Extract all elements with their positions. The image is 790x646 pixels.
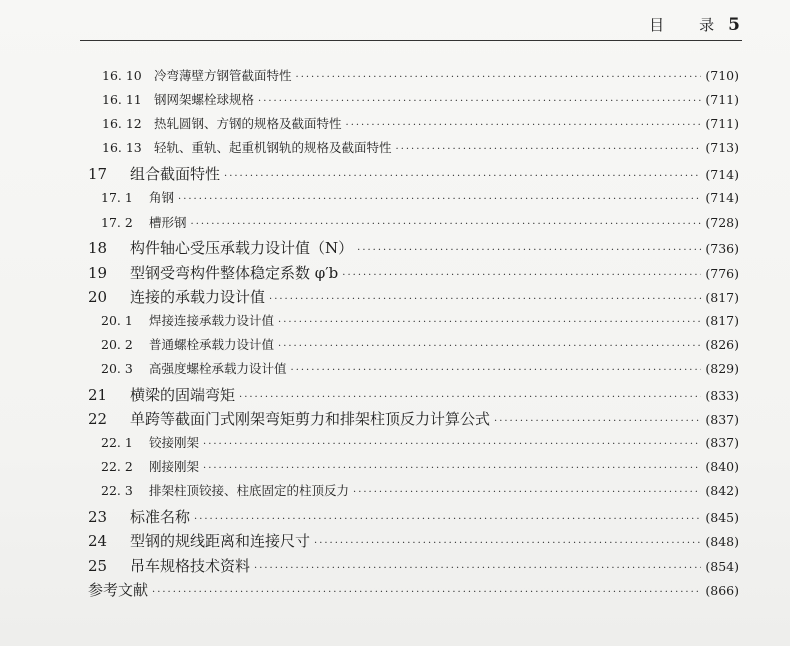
toc-entry-title: 高强度螺栓承载力设计值 [149, 361, 287, 376]
toc-entry-number: 16. 13 [102, 140, 142, 155]
toc-entry-page: (842) [705, 483, 739, 498]
toc-entry-title: 排架柱顶铰接、柱底固定的柱顶反力 [149, 483, 350, 498]
toc-entry [101, 457, 739, 475]
toc-entry-page: (736) [705, 241, 739, 256]
toc-entry-number: 22. 2 [101, 459, 133, 474]
toc-entry-page: (845) [705, 510, 739, 525]
toc-entry [88, 579, 739, 600]
toc-entry-number: 20. 3 [101, 361, 133, 376]
toc-entry [102, 138, 739, 156]
toc-entry-title: 型钢受弯构件整体稳定系数 φ′b [130, 264, 339, 282]
toc-entry-page: (826) [705, 337, 739, 352]
toc-entry [88, 506, 739, 527]
toc-entry-title: 吊车规格技术资料 [130, 557, 251, 575]
leader-dots [494, 416, 701, 427]
toc-entry-page: (710) [705, 68, 739, 83]
toc-entry [101, 359, 739, 377]
bleed-through-text [90, 600, 750, 630]
leader-dots [278, 341, 701, 352]
toc-entry-page: (854) [705, 559, 739, 574]
toc-entry [101, 213, 739, 231]
leader-dots [296, 72, 702, 83]
toc-entry-page: (817) [705, 290, 739, 305]
toc-entry-number: 25 [88, 557, 108, 575]
toc-entry [88, 262, 739, 283]
toc-entry-page: (711) [705, 116, 739, 131]
toc-entry-number: 16. 10 [102, 68, 142, 83]
toc-entry-page: (713) [705, 140, 739, 155]
toc-entry-page: (829) [705, 361, 739, 376]
toc-entry-title: 热轧圆钢、方钢的规格及截面特性 [154, 116, 342, 131]
toc-entry-number: 21 [88, 386, 108, 404]
leader-dots [291, 365, 702, 376]
leader-dots [203, 439, 701, 450]
toc-entry-title: 冷弯薄壁方钢管截面特性 [154, 68, 292, 83]
toc-entry-page: (817) [705, 313, 739, 328]
toc-entry-title: 钢网架螺栓球规格 [154, 92, 255, 107]
running-header [649, 14, 740, 35]
leader-dots [269, 294, 701, 305]
toc-entry-number: 20. 1 [101, 313, 133, 328]
toc-entry-page: (711) [705, 92, 739, 107]
leader-dots [239, 392, 701, 403]
toc-entry [88, 408, 739, 429]
leader-dots [357, 245, 701, 256]
toc-entry [88, 555, 739, 576]
toc-entry-title: 标准名称 [130, 508, 191, 526]
toc-entry-number: 22. 3 [101, 483, 133, 498]
toc-entry-title: 刚接刚架 [149, 459, 200, 474]
page-number: 5 [728, 15, 740, 35]
toc-entry-page: (728) [705, 215, 739, 230]
toc-entry-number: 17. 2 [101, 215, 133, 230]
toc-entry-page: (714) [705, 167, 739, 182]
toc-entry-page: (866) [705, 583, 739, 598]
toc-entry-page: (833) [705, 388, 739, 403]
toc-entry-number: 16. 12 [102, 116, 142, 131]
toc-entry-number: 16. 11 [102, 92, 142, 107]
leader-dots [178, 194, 701, 205]
toc-entry [88, 530, 739, 551]
toc-entry [88, 384, 739, 405]
toc-entry-number: 22 [88, 410, 108, 428]
leader-dots [396, 144, 702, 155]
toc-entry-page: (714) [705, 190, 739, 205]
toc-entry-number: 23 [88, 508, 108, 526]
toc-entry-number: 20. 2 [101, 337, 133, 352]
toc-entry [88, 163, 739, 184]
toc-entry-title: 铰接刚架 [149, 435, 200, 450]
toc-entry-number: 20 [88, 288, 108, 306]
toc-entry [88, 237, 739, 258]
leader-dots [194, 514, 701, 525]
leader-dots [314, 538, 701, 549]
toc-entry-title: 槽形钢 [149, 215, 187, 230]
toc-entry-title: 轻轨、重轨、起重机钢轨的规格及截面特性 [154, 140, 392, 155]
toc-entry [101, 188, 739, 206]
toc-entry-title: 单跨等截面门式刚架弯矩剪力和排架柱顶反力计算公式 [130, 410, 491, 428]
toc-entry-page: (837) [705, 412, 739, 427]
toc-entry-page: (837) [705, 435, 739, 450]
leader-dots [224, 171, 701, 182]
toc-entry [88, 286, 739, 307]
toc-entry-number: 17 [88, 165, 108, 183]
toc-entry-number: 18 [88, 239, 108, 257]
toc-entry-title: 焊接连接承载力设计值 [149, 313, 275, 328]
toc-entry-title: 横梁的固端弯矩 [130, 386, 236, 404]
toc-entry-title: 连接的承载力设计值 [130, 288, 266, 306]
header-rule [80, 40, 742, 41]
toc-entry [101, 335, 739, 353]
leader-dots [203, 463, 701, 474]
leader-dots [346, 120, 702, 131]
leader-dots [342, 270, 701, 281]
toc-entry-number: 22. 1 [101, 435, 133, 450]
leader-dots [353, 487, 701, 498]
toc-entry-title: 型钢的规线距离和连接尺寸 [130, 532, 311, 550]
leader-dots [152, 587, 701, 598]
leader-dots [254, 563, 701, 574]
toc-entry [102, 114, 739, 132]
toc-entry-page: (848) [705, 534, 739, 549]
toc-entry-page: (840) [705, 459, 739, 474]
toc-entry [101, 433, 739, 451]
toc-entry-number: 17. 1 [101, 190, 133, 205]
toc-entry-title: 组合截面特性 [130, 165, 221, 183]
leader-dots [278, 317, 701, 328]
toc-entry-title: 参考文献 [88, 581, 149, 599]
toc-entry [101, 311, 739, 329]
toc-entry-title: 普通螺栓承载力设计值 [149, 337, 275, 352]
toc-entry [102, 66, 739, 84]
toc-entry-number: 24 [88, 532, 108, 550]
leader-dots [191, 219, 702, 230]
toc-entry-page: (776) [705, 266, 739, 281]
toc-entry-title: 角钢 [149, 190, 175, 205]
header-title: 目 录 [649, 16, 725, 34]
toc-entry [102, 90, 739, 108]
leader-dots [258, 96, 701, 107]
toc-entry [101, 481, 739, 499]
toc-entry-title: 构件轴心受压承载力设计值（N） [130, 239, 354, 257]
toc-entry-number: 19 [88, 264, 108, 282]
